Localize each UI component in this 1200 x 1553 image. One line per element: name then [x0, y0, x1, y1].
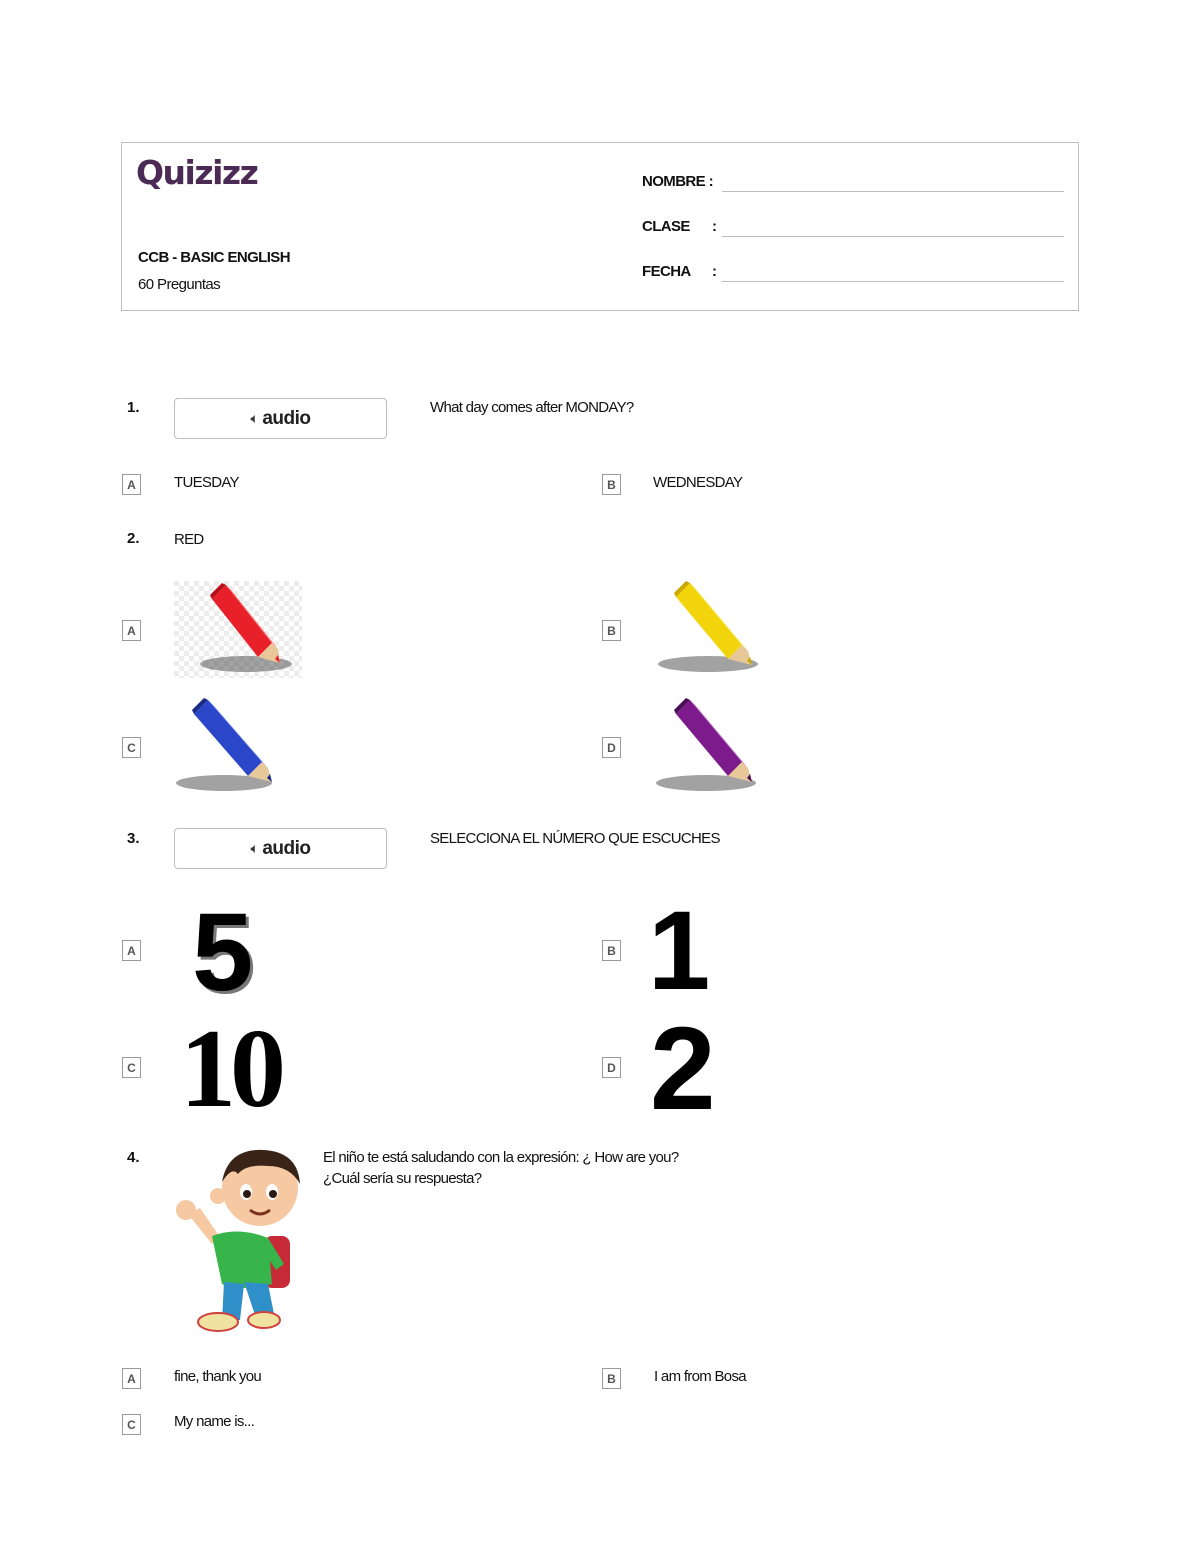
class-label: CLASE: [642, 218, 690, 235]
quizizz-logo: Quizizz: [136, 153, 258, 192]
audio-label: audio: [262, 837, 311, 859]
date-line[interactable]: [722, 281, 1064, 282]
question-1-number: 1.: [127, 399, 140, 416]
date-colon: :: [712, 263, 717, 280]
question-count: 60 Preguntas: [138, 276, 221, 293]
option-box-c[interactable]: C: [122, 1414, 141, 1435]
number-five-image: 5: [192, 891, 252, 1014]
question-2-number: 2.: [127, 530, 140, 547]
name-label: NOMBRE :: [642, 173, 714, 190]
speaker-icon: 🔈︎: [250, 410, 259, 426]
option-text: fine, thank you: [174, 1368, 262, 1385]
number-one-image: 1: [648, 888, 711, 1013]
class-line[interactable]: [722, 236, 1064, 237]
quiz-title: CCB - BASIC ENGLISH: [138, 249, 290, 266]
option-text: My name is...: [174, 1413, 255, 1430]
red-pencil-image: [174, 581, 302, 678]
option-box-a[interactable]: A: [122, 940, 141, 961]
waving-boy-image: [172, 1144, 304, 1336]
option-box-b[interactable]: B: [602, 940, 621, 961]
purple-pencil-image: [654, 698, 764, 795]
question-4-number: 4.: [127, 1149, 140, 1166]
question-3-text: SELECCIONA EL NÚMERO QUE ESCUCHES: [430, 830, 720, 847]
option-box-b[interactable]: B: [602, 474, 621, 495]
speaker-icon: 🔈︎: [250, 840, 259, 856]
question-1-audio-button[interactable]: [174, 398, 387, 439]
option-box-a[interactable]: A: [122, 474, 141, 495]
question-3-audio-button[interactable]: [174, 828, 387, 869]
blue-pencil-image: [174, 698, 284, 795]
question-3-number: 3.: [127, 830, 140, 847]
yellow-pencil-image: [654, 581, 764, 678]
worksheet-header: [121, 142, 1079, 311]
question-4-text-line2: ¿Cuál sería su respuesta?: [323, 1170, 482, 1187]
class-colon: :: [712, 218, 717, 235]
option-text: TUESDAY: [174, 474, 239, 491]
option-text: WEDNESDAY: [653, 474, 743, 491]
question-1-text: What day comes after MONDAY?: [430, 399, 634, 416]
number-two-image: 2: [650, 1003, 716, 1135]
question-4-text-line1: El niño te está saludando con la expresión: ¿ How are you?: [323, 1149, 679, 1166]
option-box-c[interactable]: C: [122, 737, 141, 758]
option-box-b[interactable]: B: [602, 620, 621, 641]
option-box-a[interactable]: A: [122, 620, 141, 641]
option-box-d[interactable]: D: [602, 737, 621, 758]
number-ten-image: 10: [180, 1007, 280, 1131]
option-box-a[interactable]: A: [122, 1368, 141, 1389]
audio-label: audio: [262, 407, 311, 429]
name-line[interactable]: [722, 191, 1064, 192]
option-box-b[interactable]: B: [602, 1368, 621, 1389]
option-box-c[interactable]: C: [122, 1057, 141, 1078]
date-label: FECHA: [642, 263, 691, 280]
question-2-text: RED: [174, 531, 204, 548]
option-text: I am from Bosa: [654, 1368, 746, 1385]
option-box-d[interactable]: D: [602, 1057, 621, 1078]
